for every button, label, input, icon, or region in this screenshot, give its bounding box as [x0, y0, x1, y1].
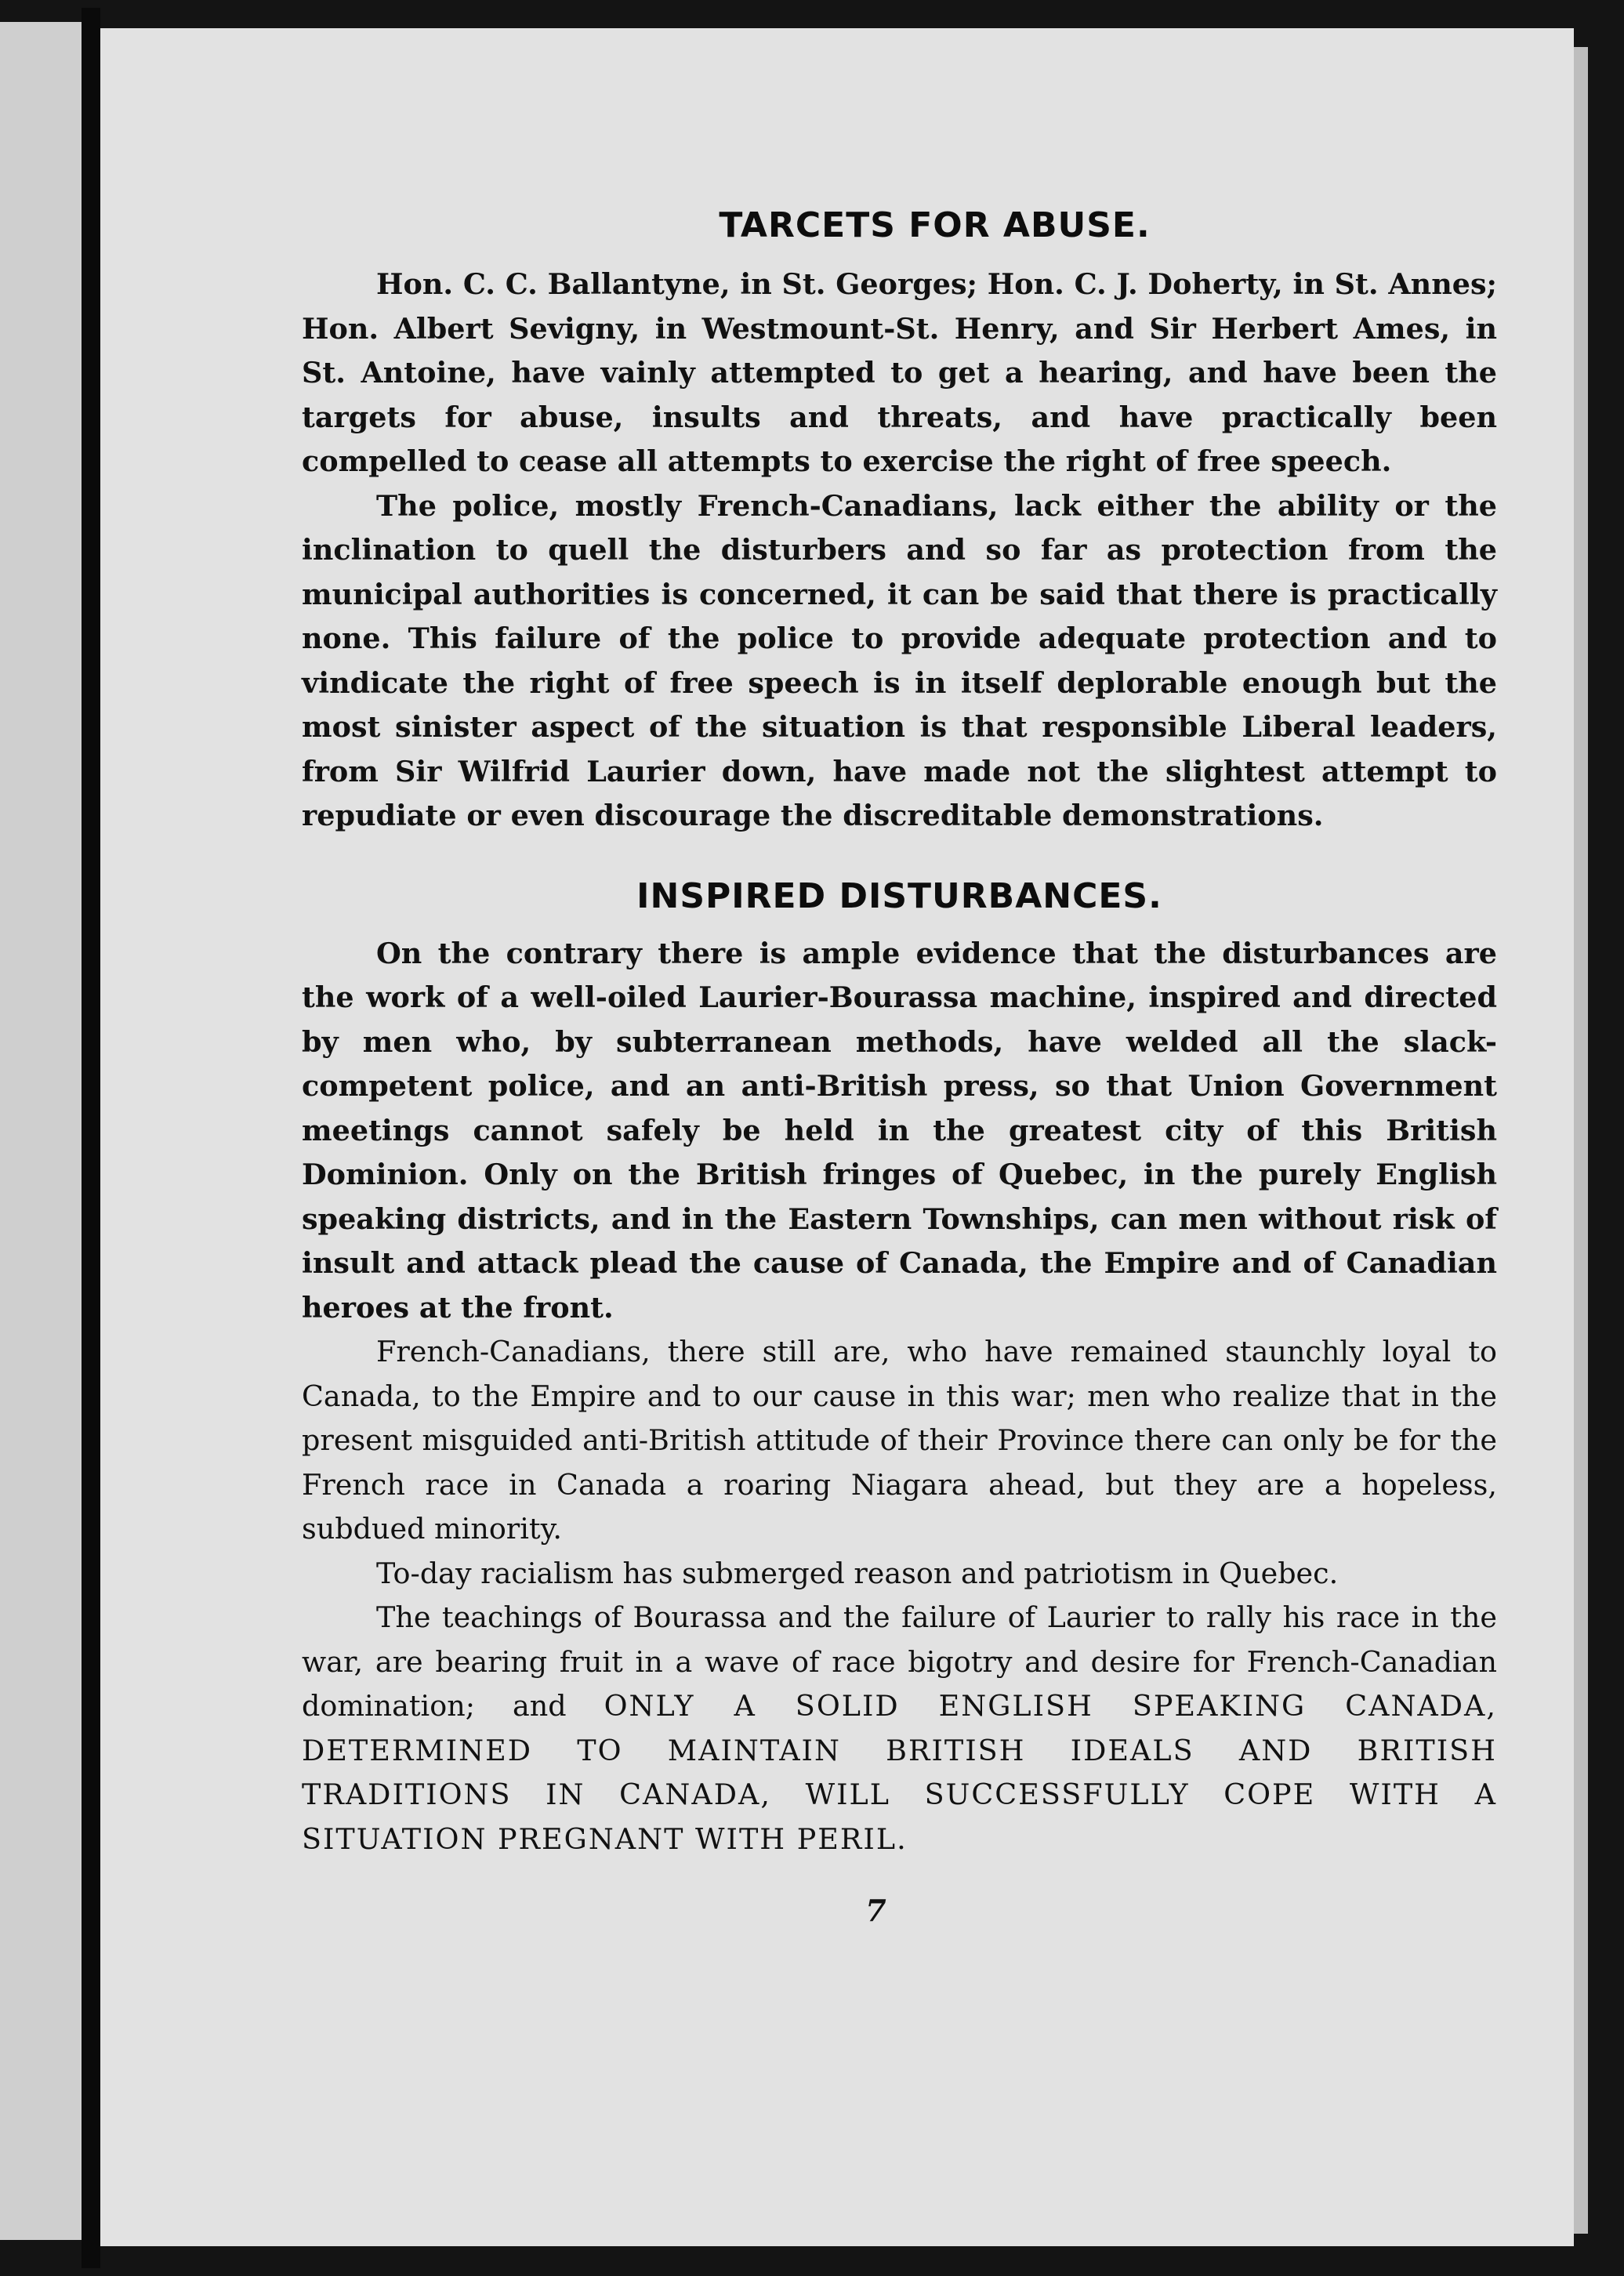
paragraph-machine: On the contrary there is ample evidence that the disturbances are the work of a well-oiled Laurier-Bourassa machine, inspired and directed by men who, by subterranean methods, have welded all the slack-competent police, and an anti-British press, so that Union Government meetings cannot safely be held in the greatest city of this British Dominion. Only on the British fringes of Quebec, in the purely English speaking districts, and in the Eastern Townships, can men without risk of insult and attack plead the cause of Canada, the Empire and of Canadian heroes at the front.: [302, 936, 1497, 1325]
paragraph-police: The police, mostly French-Canadians, lack either the ability or the inclination to quell the disturbers and so far as protection from the municipal authorities is concerned, it can be said that there is practically none. This failure of the police to provide adequate protection and to vindicate the right of free speech is in itself deplorable enough but the most sinister aspect of the situation is that responsible Liberal leaders, from Sir Wilfrid Laurier down, have made not the slightest attempt to repudiate or even discourage the discreditable demonstrations.: [302, 488, 1497, 832]
section-heading-inspired: INSPIRED DISTURBANCES.: [636, 875, 1162, 916]
page-edge: [1574, 47, 1588, 2234]
paragraph-loyal-minority: French-Canadians, there still are, who have remained staunchly loyal to Canada, to the Empire and to our cause in this war; men who realize that in the present misguided anti-British attitude of their Province there can only be for the French race in Canada a roaring Niagara ahead, but they are a hopeless, subdued minority.: [302, 1335, 1497, 1546]
teachings-text: The teachings of Bourassa and the failure of Laurier to rally his race in the war, are bearing fruit in a wave of race bigotry and desire for French-Canadian domination; and: [302, 1600, 1497, 1723]
adjacent-page-edge: [0, 22, 82, 2240]
book-spine: [82, 8, 100, 2268]
section-heading-targets: TARCETS FOR ABUSE.: [719, 205, 1151, 245]
page-number: 7: [865, 1893, 886, 1928]
capitals-conclusion: ONLY A SOLID ENGLISH SPEAKING CANADA, DETERMINED TO MAINTAIN BRITISH IDEALS AND BRITISH TRADITIONS IN CANADA, WILL SUCCESSFULLY COPE WITH A SITUATION PREGNANT WITH PERIL.: [302, 1689, 1498, 1856]
paragraph-racialism: To-day racialism has submerged reason and patriotism in Quebec.: [376, 1556, 1339, 1590]
page-content: [302, 205, 1497, 1928]
paragraph-ministers: Hon. C. C. Ballantyne, in St. Georges; Hon. C. J. Doherty, in St. Annes; Hon. Albert Sevigny, in Westmount-St. Henry, and Sir Herbert Ames, in St. Antoine, have vainly attempted to get a hearing, and have been the targets for abuse, insults and threats, and have practically been compelled to cease all attempts to exercise the right of free speech.: [302, 267, 1497, 478]
paragraph-teachings: [302, 1596, 1497, 1861]
